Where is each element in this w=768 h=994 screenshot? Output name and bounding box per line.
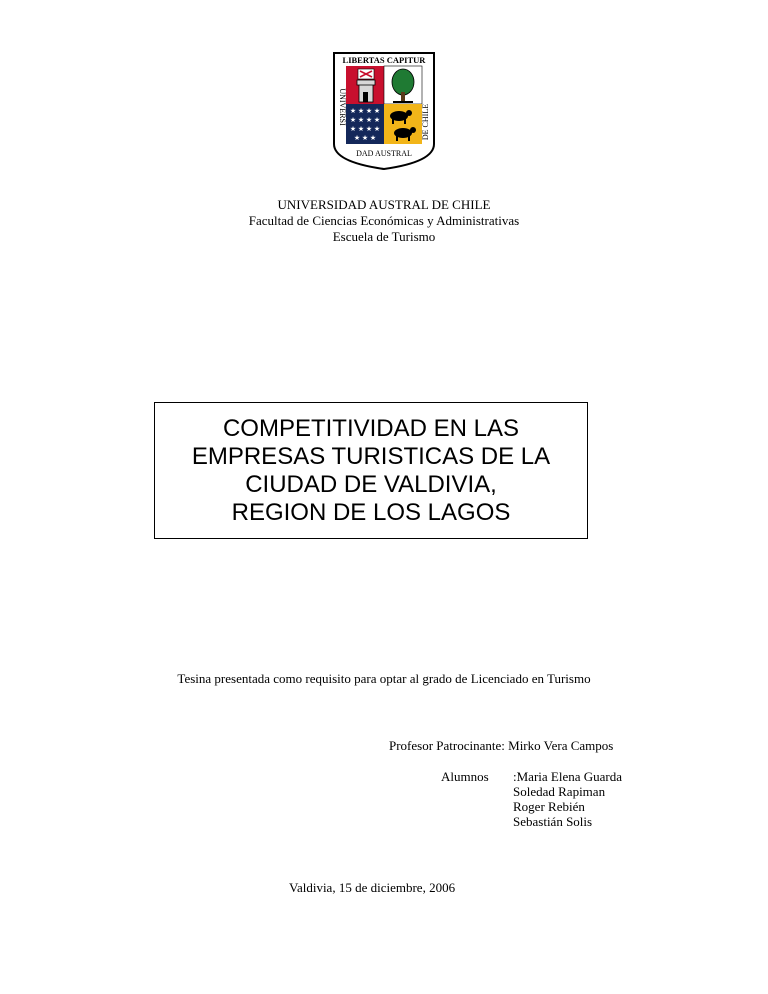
svg-text:★: ★	[357, 125, 365, 133]
svg-text:★: ★	[365, 116, 373, 124]
student-name: :Maria Elena Guarda	[513, 769, 623, 784]
svg-text:UNIVERSI: UNIVERSI	[338, 88, 347, 126]
svg-text:★: ★	[357, 116, 365, 124]
thesis-title-line: REGION DE LOS LAGOS	[231, 498, 511, 526]
svg-text:★: ★	[365, 107, 373, 115]
thesis-purpose: Tesina presentada como requisito para optar al grado de Licenciado en Turismo	[177, 671, 591, 686]
svg-text:★: ★	[373, 125, 381, 133]
thesis-title-line: CIUDAD DE VALDIVIA,	[245, 470, 497, 498]
svg-text:★: ★	[365, 125, 373, 133]
svg-text:DE CHILE: DE CHILE	[421, 103, 430, 141]
place-and-date: Valdivia, 15 de diciembre, 2006	[289, 880, 456, 895]
svg-text:★: ★	[353, 134, 361, 142]
student-name: Sebastián Solis	[513, 814, 593, 829]
students-label: Alumnos	[441, 769, 489, 784]
institution-block	[0, 197, 768, 245]
student-name: Roger Rebién	[513, 799, 585, 814]
svg-text:★: ★	[369, 134, 377, 142]
thesis-title	[192, 415, 550, 527]
svg-text:★: ★	[349, 107, 357, 115]
advisor-line: Profesor Patrocinante: Mirko Vera Campos	[389, 738, 614, 753]
svg-text:DAD AUSTRAL: DAD AUSTRAL	[356, 149, 412, 158]
svg-text:★: ★	[361, 134, 369, 142]
svg-text:★: ★	[349, 125, 357, 133]
svg-text:★: ★	[357, 107, 365, 115]
thesis-title-box	[154, 402, 588, 539]
students-list	[513, 769, 622, 829]
school-name: Escuela de Turismo	[332, 229, 436, 244]
university-crest-logo	[333, 52, 435, 170]
university-name: UNIVERSIDAD AUSTRAL DE CHILE	[277, 197, 491, 212]
svg-text:★: ★	[373, 107, 381, 115]
svg-text:★: ★	[349, 116, 357, 124]
student-name: Soledad Rapiman	[513, 784, 606, 799]
thesis-title-line: COMPETITIVIDAD EN LAS	[222, 414, 520, 442]
svg-text:LIBERTAS CAPITUR: LIBERTAS CAPITUR	[342, 55, 426, 65]
faculty-name: Facultad de Ciencias Económicas y Administrativas	[248, 213, 520, 228]
svg-text:★: ★	[373, 116, 381, 124]
thesis-title-line: EMPRESAS TURISTICAS DE LA	[191, 442, 551, 470]
